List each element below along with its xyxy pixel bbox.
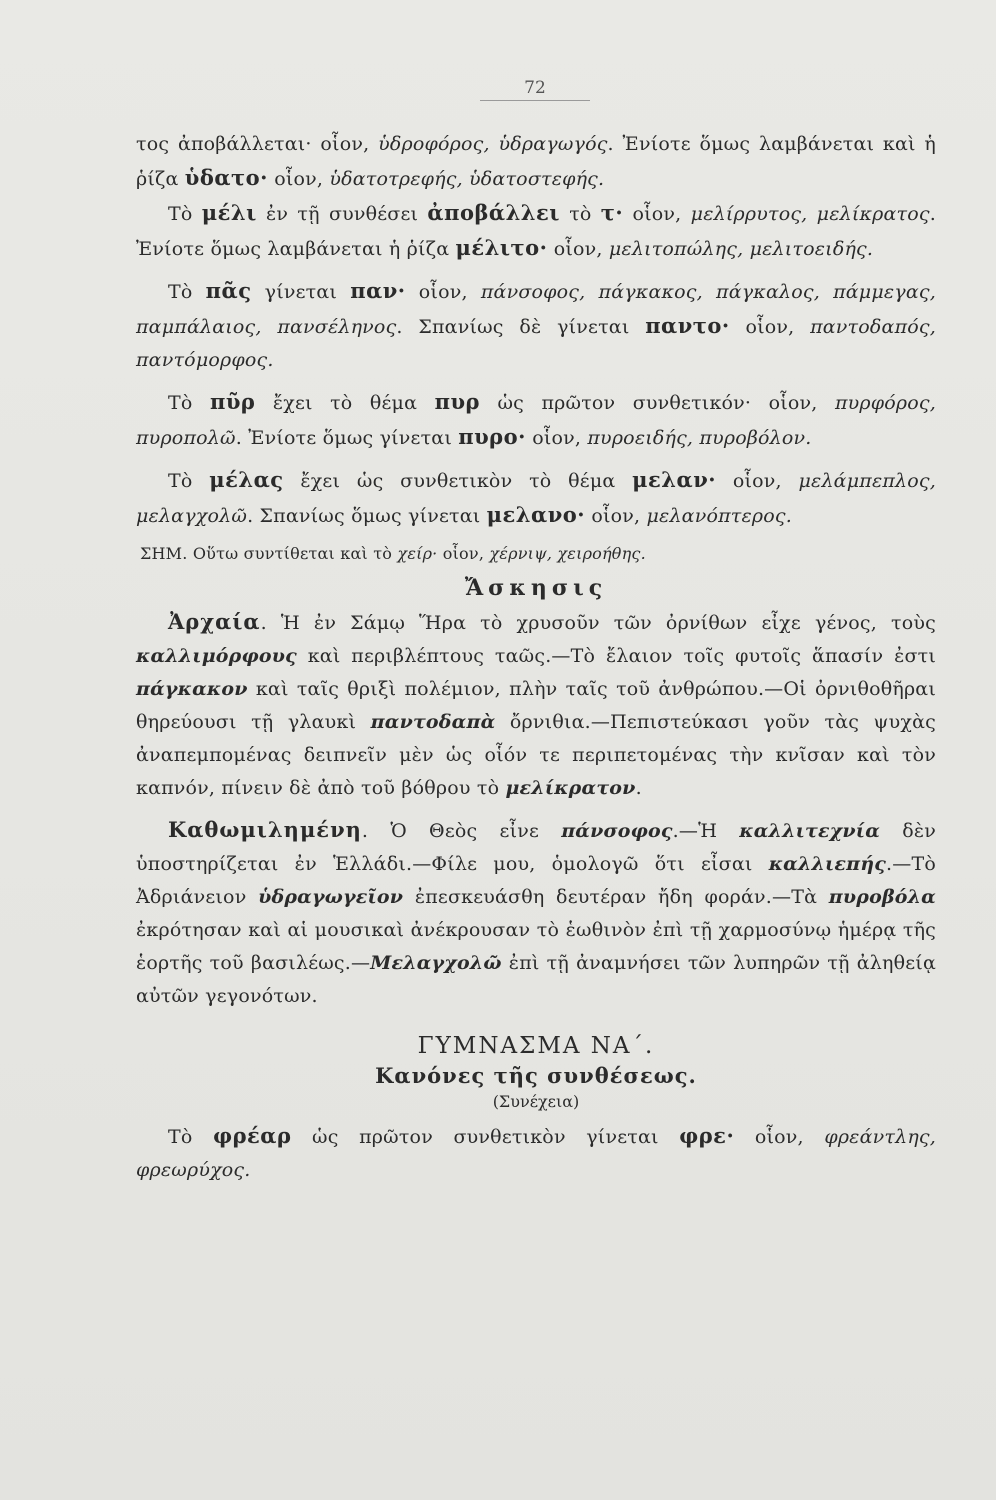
keyword: μελαν· [632,467,717,492]
keyword: πυρ [434,389,481,414]
example-words: ὑδροφόρος, ὑδραγωγός [378,133,608,155]
text-run: ἔχει τὸ θέμα [255,392,435,414]
example-words: πυρφόρος, πυροπολῶ [136,392,937,449]
example-words: μελανόπτερος. [646,505,792,527]
section-head: Ἀρχαία [168,609,261,634]
text-run: Τὸ [168,281,206,303]
example-words: χέρνιψ, χειροήθης. [489,544,646,563]
text-run: οἷον, [547,238,609,260]
rules-heading: Κανόνες τῆς συνθέσεως. [375,1063,697,1088]
text-run: ΣΗΜ. Οὕτω συντίθεται καὶ τὸ [140,544,398,563]
text-run: Τὸ [168,203,202,225]
text-run: .—Τὸ Ἀδριάνειον [136,853,936,908]
keyword: μέλιτο· [455,235,548,260]
highlight-word: καλλιεπής [768,853,887,875]
keyword: παντο· [645,313,730,338]
example-words: φρεάντλης, φρεωρύχος. [136,1126,936,1181]
text-run: καὶ περιβλέπτους ταῶς.—Τὸ ἔλαιον τοῖς φυτοῖς ἅπασίν ἐστι [296,645,936,667]
keyword: τ· [600,200,624,225]
gymnasma-heading: ΓΥΜΝΑΣΜΑ ΝΑ΄. [417,1033,655,1059]
text-run: ὡς πρῶτον συνθετικόν· οἷον, [480,392,835,414]
keyword: πυρο· [458,424,526,449]
paragraph-frear [136,1119,936,1187]
text-run: οἷον, [623,203,691,225]
text-run: . Ἐνίοτε ὅμως λαμβάνεται καὶ ἡ ῥίζα [136,133,937,190]
highlight-word: πυροβόλα [828,886,936,908]
example-words: πάνσοφος, πάγκακος, πάγκαλος, πάμμεγας, παμπάλαιος, πανσέληνος [136,281,936,338]
exercise-heading: Ἄσκησις [464,575,608,601]
text-run: οἷον, [525,427,588,449]
keyword: φρε· [679,1123,735,1148]
section-head: Καθωμιλημένη [168,817,362,842]
example-words: πυροειδής, πυροβόλον. [587,427,812,449]
text-run: καὶ ταῖς θριξὶ πολέμιον, πλὴν ταῖς τοῦ ἀνθρώπου.—Οἱ ὀρνιθοθῆραι θηρεύουσι τῇ γλαυκὶ [136,678,936,733]
text-run: οἷον, [729,316,811,338]
example-words: μελάμπεπλος, μελαγχολῶ [136,470,936,527]
text-run: .—Ἡ [672,820,740,842]
keyword: ἀποβάλλει [427,200,560,225]
keyword: ὑδατο· [184,165,268,190]
paragraph-pas [136,274,936,377]
text-run: ἔχει ὡς συνθετικὸν τὸ θέμα [283,470,633,492]
keyword: μέλι [201,200,257,225]
text-run: ἐπεσκευάσθη δευτέραν ἤδη φοράν.—Τὰ [403,886,829,908]
example-words: παντοδαπός, παντόμορφος. [136,316,936,371]
text-run: οἷον, [405,281,481,303]
highlight-word: Μελαγχολῶ [370,952,502,974]
text-run: . Ἐνίοτε ὅμως γίνεται [235,427,459,449]
text-run: ὄρνιθια.—Πεπιστεύκασι γοῦν τὰς ψυχὰς ἀναπεμπομένας δειπνεῖν μὲν ὡς οἷόν τε περιπετομένας τὴν κνῖσαν καὶ τὸν καπνόν, πίνειν δὲ ἀπὸ τοῦ βόθρου τὸ [136,711,936,799]
text-run: . Ἐνίοτε ὅμως λαμβάνεται ἡ ῥίζα [136,203,936,260]
text-run: ἐκρότησαν καὶ αἱ μουσικαὶ ἀνέκρουσαν τὸ ἑωθινὸν ἐπὶ τῇ χαρμοσύνῳ ἡμέρᾳ τῆς ἑορτῆς τοῦ βασιλέως.— [136,919,936,974]
text-run: . [635,777,642,799]
paragraph-hydor [136,128,936,196]
highlight-word: ὑδραγωγεῖον [258,886,404,908]
text-run: οἷον, [734,1126,825,1148]
text-run: γίνεται [251,281,351,303]
continued-label: (Συνέχεια) [492,1092,580,1111]
example-words: ὑδατοτρεφής, ὑδατοστεφής. [329,168,605,190]
keyword: μέλας [209,467,284,492]
text-run: . Ἡ ἐν Σάμῳ Ἥρα τὸ χρυσοῦν τῶν ὀρνίθων εἶχε γένος, τοὺς [260,612,936,634]
text-run: οἷον, [267,168,330,190]
paragraph-meli [136,196,936,266]
paragraph-modern [136,813,936,1013]
highlight-word: πάνσοφος [561,820,673,842]
keyword: πῦρ [209,389,256,414]
page-number: 72 [480,78,590,101]
text-run: ὡς πρῶτον συνθετικὸν γίνεται [291,1126,680,1148]
text-run: οἷον, [585,505,647,527]
example-words: μελιτοπώλης, μελιτοειδής. [608,238,874,260]
example-words: μελίρρυτος, μελίκρατος [690,203,930,225]
highlight-word: παντοδαπὰ [370,711,496,733]
text-run: δὲν ὑποστηρίζεται ἐν Ἑλλάδι.—Φίλε μου, ὁμολογῶ ὅτι εἶσαι [136,820,936,875]
text-run: τος ἀποβάλλεται· οἷον, [136,133,379,155]
text-run: . Σπανίως ὅμως γίνεται [247,505,487,527]
highlight-word: καλλιμόρφους [136,645,297,667]
keyword: μελανο· [486,502,586,527]
text-run: οἷον, [716,470,799,492]
note-line [140,539,936,569]
highlight-word: καλλιτεχνία [739,820,881,842]
paragraph-pyr [136,385,936,455]
keyword: παν· [350,278,406,303]
text-run: Τὸ [168,392,210,414]
text-run: οἷον, [437,544,490,563]
text-run: τὸ [559,203,601,225]
highlight-word: μελίκρατον [505,777,636,799]
text-run: . Ὁ Θεὸς εἶνε [361,820,562,842]
paragraph-ancient [136,605,936,805]
text-run: Τὸ [168,1126,214,1148]
keyword: πᾶς [205,278,252,303]
page-body [136,128,936,1187]
paragraph-melas [136,463,936,533]
keyword: φρέαρ [213,1123,292,1148]
text-run: ἐν τῇ συνθέσει [256,203,428,225]
text-run: . Σπανίως δὲ γίνεται [396,316,646,338]
highlight-word: πάγκακον [136,678,248,700]
text-run: ἐπὶ τῇ ἀναμνήσει τῶν λυπηρῶν τῇ ἀληθείᾳ αὐτῶν γεγονότων. [136,952,936,1007]
text-run: Τὸ [168,470,210,492]
example-words: χείρ· [397,544,438,563]
